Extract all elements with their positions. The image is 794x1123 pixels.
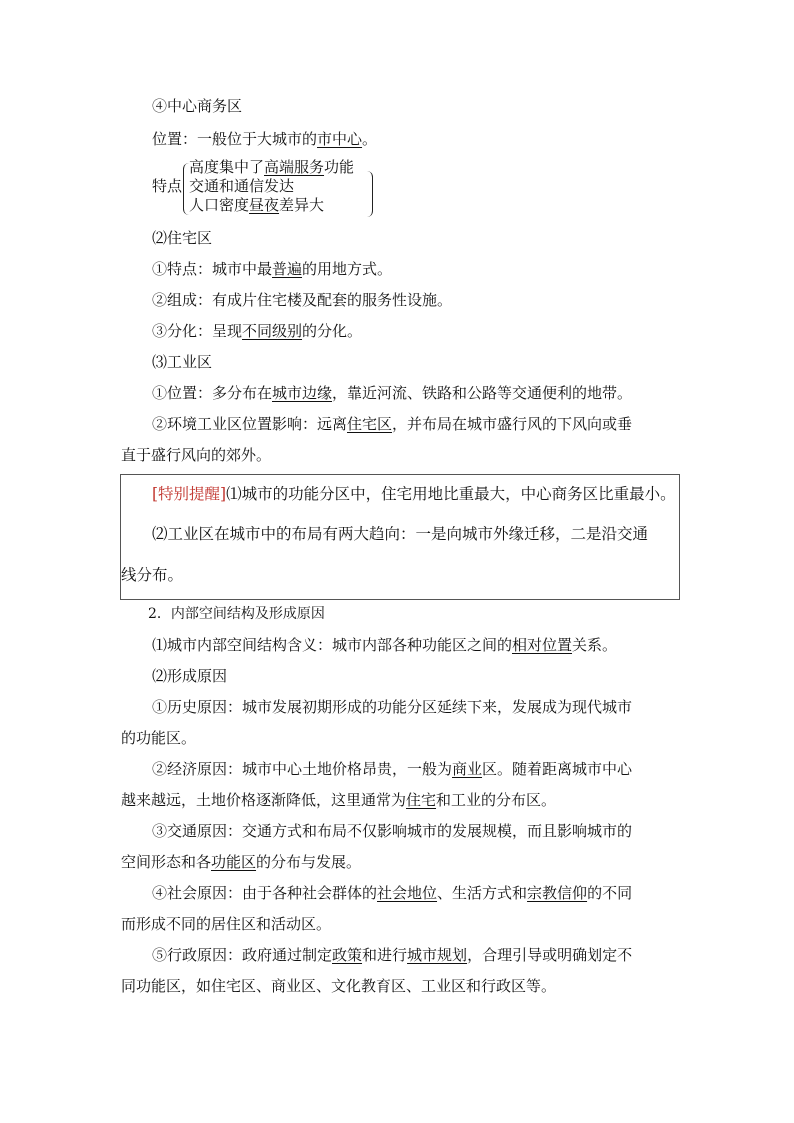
residential-item-1: ①特点：城市中最普遍的用地方式。 <box>152 260 393 278</box>
economic-line-2: 越来越远，土地价格逐渐降低，这里通常为住宅和工业的分布区。 <box>121 791 557 809</box>
history-line-1: ①历史原因：城市发展初期形成的功能分区延续下来，发展成为现代城市 <box>152 698 633 716</box>
traffic-line-2: 空间形态和各功能区的分布与发展。 <box>121 853 362 871</box>
admin-line-1: ⑤行政原因：政府通过制定政策和进行城市规划，合理引导或明确划定不 <box>152 946 633 964</box>
industrial-item-1: ①位置：多分布在城市边缘，靠近河流、铁路和公路等交通便利的地带。 <box>152 384 633 402</box>
social-line-1: ④社会原因：由于各种社会群体的社会地位、生活方式和宗教信仰的不同 <box>152 884 633 902</box>
residential-item-3: ③分化：呈现不同级别的分化。 <box>152 322 363 340</box>
cbd-feature-label: 特点 <box>152 177 183 195</box>
traffic-line-1: ③交通原因：交通方式和布局不仅影响城市的发展规模，而且影响城市的 <box>152 822 633 840</box>
special-reminder-box <box>120 474 680 600</box>
admin-line-2: 同功能区，如住宅区、商业区、文化教育区、工业区和行政区等。 <box>121 977 557 995</box>
residential-heading: ⑵住宅区 <box>152 229 213 247</box>
social-line-2: 而形成不同的居住区和活动区。 <box>121 915 332 933</box>
industrial-heading: ⑶工业区 <box>152 353 213 371</box>
right-brace <box>366 171 373 217</box>
cbd-position: 位置：一般位于大城市的市中心。 <box>152 130 378 148</box>
causes-heading: ⑵形成原因 <box>152 667 228 685</box>
industrial-item-2-line-1: ②环境工业区位置影响：远离住宅区，并布局在城市盛行风的下风向或垂 <box>152 415 633 433</box>
reminder-tag: [特别提醒] <box>152 485 227 503</box>
structure-meaning: ⑴城市内部空间结构含义：城市内部各种功能区之间的相对位置关系。 <box>152 636 618 654</box>
structure-heading: 2．内部空间结构及形成原因 <box>148 606 325 622</box>
industrial-item-2-line-2: 直于盛行风向的郊外。 <box>121 446 272 464</box>
cbd-feature-2: 交通和通信发达 <box>189 177 295 195</box>
residential-item-2: ②组成：有成片住宅楼及配套的服务性设施。 <box>152 291 453 309</box>
economic-line-1: ②经济原因：城市中心土地价格昂贵，一般为商业区。随着距离城市中心 <box>152 760 633 778</box>
cbd-heading: ④中心商务区 <box>152 97 243 115</box>
cbd-feature-3: 人口密度昼夜差异大 <box>189 196 325 214</box>
cbd-feature-1: 高度集中了高端服务功能 <box>189 158 355 176</box>
history-line-2: 的功能区。 <box>121 729 197 747</box>
reminder-line-3: 线分布。 <box>121 566 184 584</box>
reminder-line-2: ⑵工业区在城市中的布局有两大趋向：一是向城市外缘迁移，二是沿交通 <box>152 525 649 543</box>
reminder-line-1: [特别提醒]⑴城市的功能分区中，住宅用地比重最大，中心商务区比重最小。 <box>152 485 676 503</box>
